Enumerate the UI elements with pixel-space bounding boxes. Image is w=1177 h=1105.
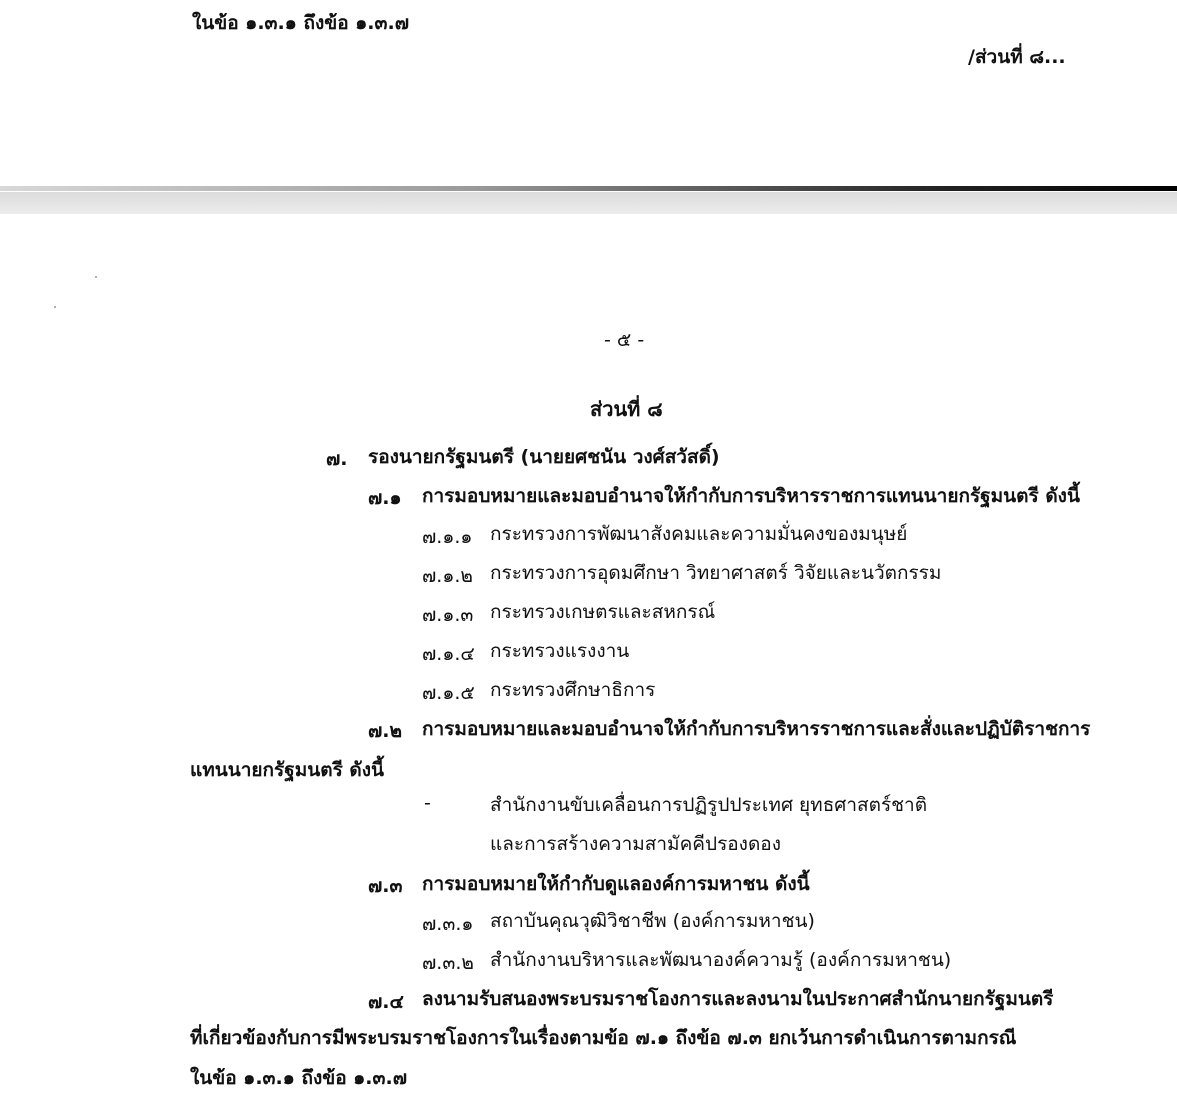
- section-7-4-line-3: ในข้อ ๑.๓.๑ ถึงข้อ ๑.๓.๗: [190, 1067, 408, 1089]
- heading-number: ๗.: [326, 448, 348, 470]
- list-item-text: สำนักงานขับเคลื่อนการปฏิรูปประเทศ ยุทธศาสตร์ชาติ: [490, 794, 928, 816]
- section-7-1-number: ๗.๑: [368, 487, 402, 509]
- list-item-text: กระทรวงเกษตรและสหกรณ์: [490, 601, 716, 623]
- scan-speck: [95, 276, 97, 278]
- scan-speck: [54, 306, 56, 308]
- list-dash: -: [424, 792, 431, 814]
- section-7-2-title-continued: แทนนายกรัฐมนตรี ดังนี้: [190, 759, 385, 781]
- section-7-4-line-1: ลงนามรับสนองพระบรมราชโองการและลงนามในประกาศสำนักนายกรัฐมนตรี: [422, 988, 1054, 1010]
- list-item-number: ๗.๑.๑: [422, 526, 473, 548]
- next-page-reference: /ส่วนที่ ๘...: [968, 46, 1066, 68]
- page-break-rule: [0, 186, 1177, 191]
- section-7-2-title: การมอบหมายและมอบอำนาจให้กำกับการบริหารราชการและสั่งและปฏิบัติราชการ: [422, 718, 1091, 740]
- list-item-text: สถาบันคุณวุฒิวิชาชีพ (องค์การมหาชน): [490, 910, 815, 932]
- prev-page-tail-line: ในข้อ ๑.๓.๑ ถึงข้อ ๑.๓.๗: [192, 12, 410, 34]
- list-item-text: กระทรวงแรงงาน: [490, 640, 630, 662]
- list-item-text: กระทรวงศึกษาธิการ: [490, 679, 656, 701]
- list-item-text: กระทรวงการพัฒนาสังคมและความมั่นคงของมนุษย์: [490, 523, 908, 545]
- section-7-3-title: การมอบหมายให้กำกับดูแลองค์การมหาชน ดังนี้: [422, 873, 810, 895]
- section-7-4-number: ๗.๔: [368, 991, 404, 1013]
- list-item-number: ๗.๑.๔: [422, 643, 475, 665]
- list-item-text: สำนักงานบริหารและพัฒนาองค์ความรู้ (องค์การมหาชน): [490, 949, 952, 971]
- page-number: - ๕ -: [604, 329, 645, 351]
- list-item-number: ๗.๑.๓: [422, 604, 474, 626]
- list-item-number: ๗.๑.๕: [422, 682, 475, 704]
- list-item-number: ๗.๓.๒: [422, 952, 474, 974]
- list-item-text: กระทรวงการอุดมศึกษา วิทยาศาสตร์ วิจัยและนวัตกรรม: [490, 562, 942, 584]
- page-gap: [0, 192, 1177, 214]
- part-title: ส่วนที่ ๘: [590, 397, 663, 421]
- section-7-1-title: การมอบหมายและมอบอำนาจให้กำกับการบริหารราชการแทนนายกรัฐมนตรี ดังนี้: [422, 485, 1080, 507]
- list-item-number: ๗.๑.๒: [422, 565, 473, 587]
- list-item-number: ๗.๓.๑: [422, 913, 474, 935]
- list-item-text-continued: และการสร้างความสามัคคีปรองดอง: [490, 833, 781, 855]
- section-7-2-number: ๗.๒: [368, 720, 403, 742]
- section-7-3-number: ๗.๓: [368, 875, 403, 897]
- heading-text: รองนายกรัฐมนตรี (นายยศชนัน วงศ์สวัสดิ์): [368, 446, 720, 468]
- section-7-4-line-2: ที่เกี่ยวข้องกับการมีพระบรมราชโองการในเรื่องตามข้อ ๗.๑ ถึงข้อ ๗.๓ ยกเว้นการดำเนินการตามกรณี: [190, 1027, 1017, 1049]
